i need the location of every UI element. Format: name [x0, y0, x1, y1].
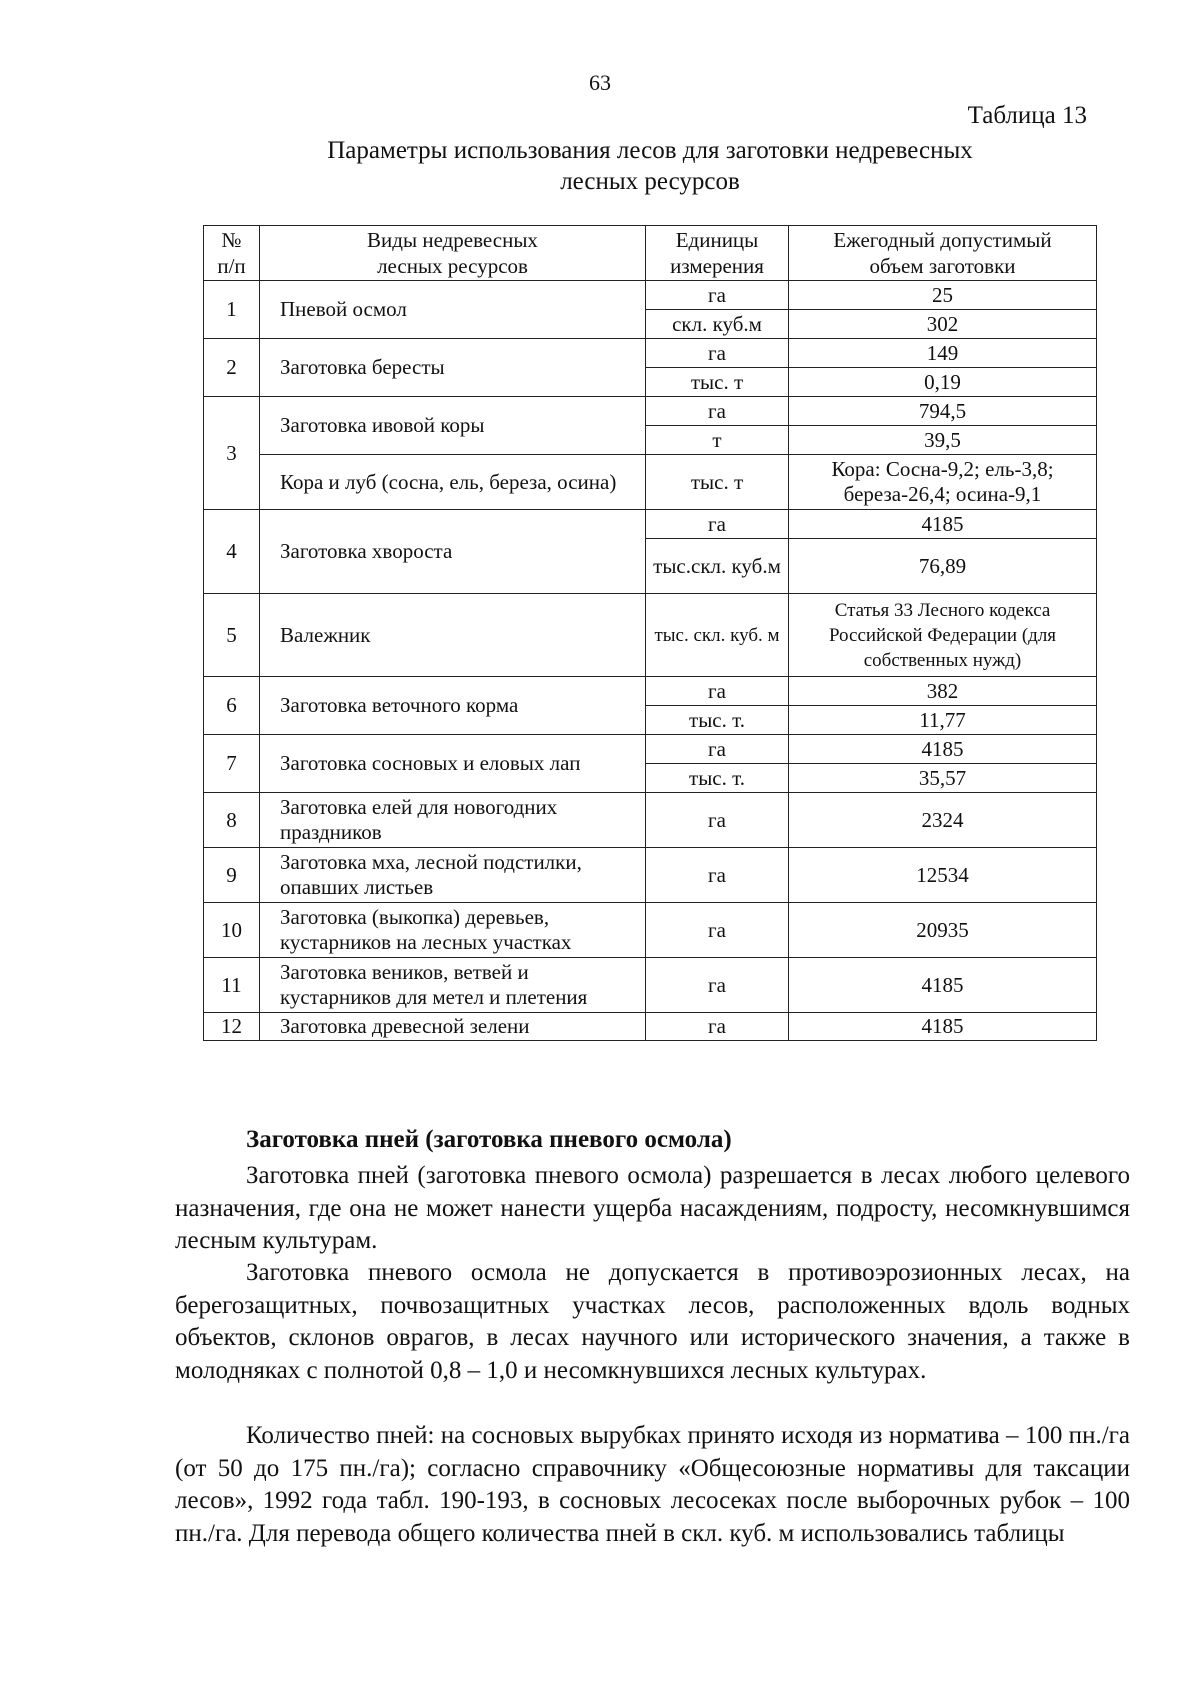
section-heading: Заготовка пней (заготовка пневого осмола): [246, 1126, 732, 1153]
row-num: 5: [204, 594, 260, 677]
table-row: [204, 735, 1097, 764]
row-volume: 12534: [789, 848, 1097, 903]
row-unit: га: [646, 1013, 789, 1041]
row-name: Заготовка хвороста: [260, 510, 646, 594]
row-unit: тыс. т: [646, 455, 789, 510]
row-volume: 302: [789, 310, 1097, 339]
table-row: [204, 677, 1097, 706]
row-unit: га: [646, 510, 789, 539]
row-name: Заготовка (выкопка) деревьев, кустарников на лесных участках: [260, 903, 646, 958]
row-num: 10: [204, 903, 260, 958]
row-name: Заготовка ивовой коры: [260, 397, 646, 455]
row-unit: га: [646, 339, 789, 368]
table-label: Таблица 13: [967, 102, 1087, 129]
row-num: 3: [204, 397, 260, 510]
table-header-row: [204, 226, 1097, 281]
row-volume: 35,57: [789, 764, 1097, 793]
header-name: Виды недревесных лесных ресурсов: [260, 226, 646, 281]
row-num: 7: [204, 735, 260, 793]
row-num: 9: [204, 848, 260, 903]
body-paragraph: Количество пней: на сосновых вырубках принято исходя из норматива – 100 пн./га (от 50 до 175 пн./га); согласно справочнику «Общесоюзные нормативы для таксации лесов», 1992 года табл. 190-193, в сосновых лесосеках после выборочных рубок – 100 пн./га. Для перевода общего количества пней в скл. куб. м использовались таблицы: [175, 1422, 1130, 1547]
row-unit: га: [646, 397, 789, 426]
row-name: Заготовка древесной зелени: [260, 1013, 646, 1041]
resources-table: [203, 225, 1097, 1041]
row-unit: т: [646, 426, 789, 455]
row-volume: 2324: [789, 793, 1097, 848]
body-paragraph: Заготовка пней (заготовка пневого осмола) разрешается в лесах любого целевого назначения, где она не может нанести ущерба насаждениям, подросту, несомкнувшимся лесным культурам.: [175, 1162, 1130, 1254]
row-volume: 4185: [789, 1013, 1097, 1041]
row-name: Заготовка елей для новогодних праздников: [260, 793, 646, 848]
table-row: [204, 848, 1097, 903]
header-num: № п/п: [204, 226, 260, 281]
row-name: Кора и луб (сосна, ель, береза, осина): [260, 455, 646, 510]
row-unit: тыс. т: [646, 368, 789, 397]
row-num: 12: [204, 1013, 260, 1041]
row-volume: 25: [789, 281, 1097, 310]
row-unit: га: [646, 677, 789, 706]
row-volume: 0,19: [789, 368, 1097, 397]
row-name: Заготовка мха, лесной подстилки, опавших листьев: [260, 848, 646, 903]
row-unit: тыс. скл. куб. м: [646, 594, 789, 677]
row-volume: 39,5: [789, 426, 1097, 455]
table-row: [204, 958, 1097, 1013]
row-name: Заготовка веточного корма: [260, 677, 646, 735]
row-volume: Кора: Сосна-9,2; ель-3,8; береза-26,4; осина-9,1: [789, 455, 1097, 510]
row-unit: тыс. т.: [646, 706, 789, 735]
table-title-line: Параметры использования лесов для заготовки недревесных: [327, 137, 973, 164]
table-row: [204, 281, 1097, 310]
header-unit: Единицы измерения: [646, 226, 789, 281]
row-name: Заготовка сосновых и еловых лап: [260, 735, 646, 793]
table-row: [204, 455, 1097, 510]
row-unit: га: [646, 793, 789, 848]
row-num: 6: [204, 677, 260, 735]
row-name: Заготовка бересты: [260, 339, 646, 397]
body-paragraph: Заготовка пневого осмола не допускается в противоэрозионных лесах, на берегозащитных, почвозащитных участках лесов, расположенных вдоль водных объектов, склонов оврагов, в лесах научного или исторического значения, а также в молодняках с полнотой 0,8 – 1,0 и несомкнувшихся лесных культурах.: [175, 1259, 1130, 1384]
row-unit: га: [646, 281, 789, 310]
row-name: Пневой осмол: [260, 281, 646, 339]
table-row: [204, 594, 1097, 677]
row-volume: 149: [789, 339, 1097, 368]
row-unit: га: [646, 735, 789, 764]
row-volume: 4185: [789, 510, 1097, 539]
row-unit: тыс. т.: [646, 764, 789, 793]
row-num: 4: [204, 510, 260, 594]
row-num: 11: [204, 958, 260, 1013]
row-unit: га: [646, 958, 789, 1013]
row-num: 1: [204, 281, 260, 339]
table-row: [204, 1013, 1097, 1041]
row-unit: скл. куб.м: [646, 310, 789, 339]
table-row: [204, 903, 1097, 958]
row-volume: 794,5: [789, 397, 1097, 426]
table-row: [204, 510, 1097, 539]
table-row: [204, 397, 1097, 426]
row-unit: га: [646, 848, 789, 903]
table-title-line: лесных ресурсов: [560, 168, 740, 195]
header-volume: Ежегодный допустимый объем заготовки: [789, 226, 1097, 281]
table-row: [204, 339, 1097, 368]
page-number: 63: [589, 70, 611, 95]
table-title: [0, 135, 1200, 197]
row-volume: 4185: [789, 735, 1097, 764]
table-row: [204, 793, 1097, 848]
row-volume: 4185: [789, 958, 1097, 1013]
row-num: 2: [204, 339, 260, 397]
row-volume: Статья 33 Лесного кодекса Российской Федерации (для собственных нужд): [789, 594, 1097, 677]
row-volume: 20935: [789, 903, 1097, 958]
row-volume: 11,77: [789, 706, 1097, 735]
row-volume: 382: [789, 677, 1097, 706]
row-volume: 76,89: [789, 539, 1097, 594]
row-num: 8: [204, 793, 260, 848]
row-unit: га: [646, 903, 789, 958]
row-unit: тыс.скл. куб.м: [646, 539, 789, 594]
row-name: Валежник: [260, 594, 646, 677]
row-name: Заготовка веников, ветвей и кустарников для метел и плетения: [260, 958, 646, 1013]
